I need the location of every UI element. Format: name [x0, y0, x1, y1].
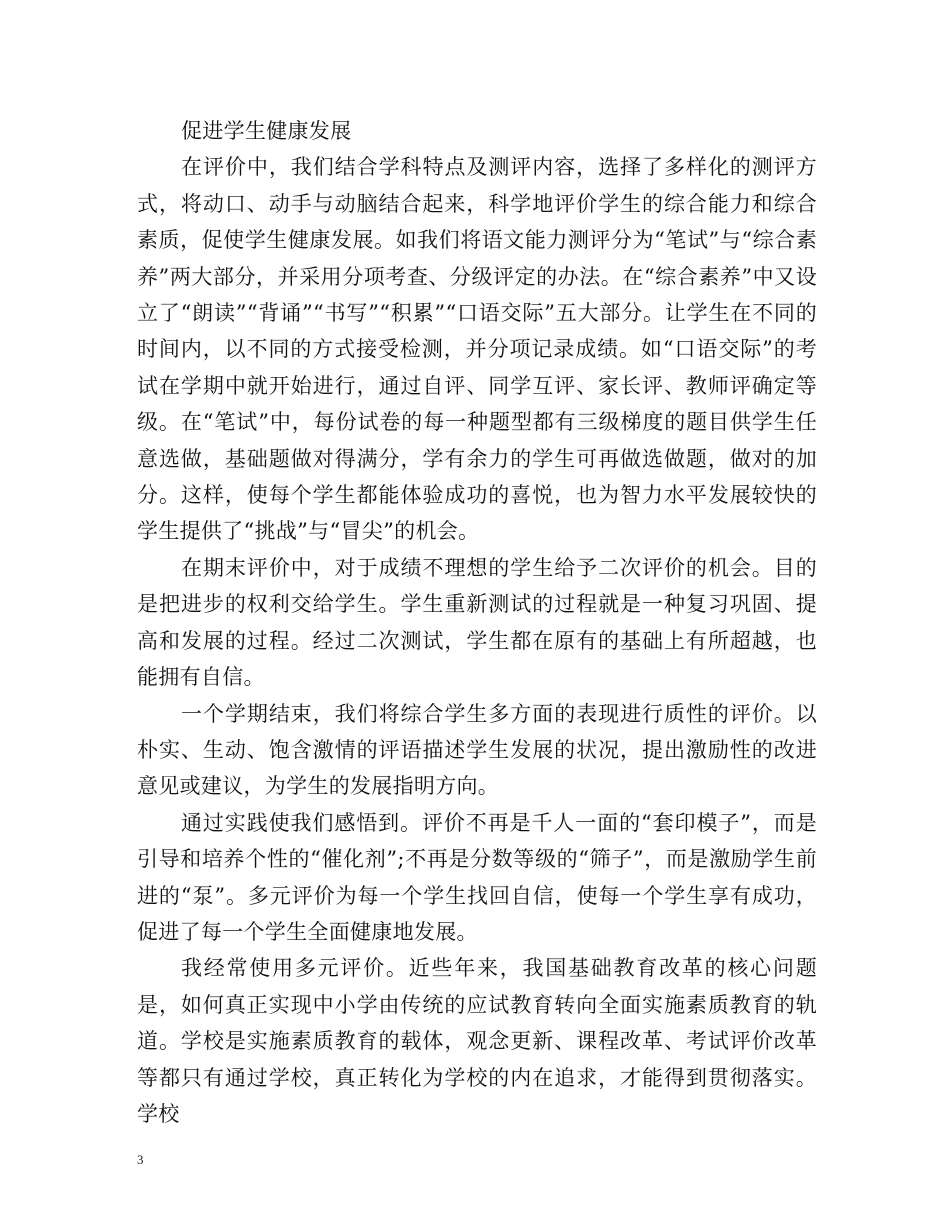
paragraph: 在期末评价中，对于成绩不理想的学生给予二次评价的机会。目的是把进步的权利交给学生。学生重新测试的过程就是一种复习巩固、提高和发展的过程。经过二次测试，学生都在原有的基础上有所超越，也能拥有自信。: [137, 555, 817, 690]
paragraph: 在评价中，我们结合学科特点及测评内容，选择了多样化的测评方式，将动口、动手与动脑结合起来，科学地评价学生的综合能力和综合素质，促使学生健康发展。如我们将语文能力测评分为“笔试”与“综合素养”两大部分，并采用分项考查、分级评定的办法。在“综合素养”中又设立了“朗读”“背诵”“书写”“积累”“口语交际”五大部分。让学生在不同的时间内，以不同的方式接受检测，并分项记录成绩。如“口语交际”的考试在学期中就开始进行，通过自评、同学互评、家长评、教师评确定等级。在“笔试”中，每份试卷的每一种题型都有三级梯度的题目供学生任意选做，基础题做对得满分，学有余力的学生可再做选做题，做对的加分。这样，使每个学生都能体验成功的喜悦，也为智力水平发展较快的学生提供了“挑战”与“冒尖”的机会。: [137, 155, 817, 544]
paragraph: 通过实践使我们感悟到。评价不再是千人一面的“套印模子”，而是引导和培养个性的“催化剂”;不再是分数等级的“筛子”，而是激励学生前进的“泵”。多元评价为每一个学生找回自信，使每一个学生享有成功，促进了每一个学生全面健康地发展。: [137, 810, 817, 944]
body-text: [137, 113, 817, 1132]
paragraph: 一个学期结束，我们将综合学生多方面的表现进行质性的评价。以朴实、生动、饱含激情的评语描述学生发展的状况，提出激励性的改进意见或建议，为学生的发展指明方向。: [137, 701, 817, 799]
page-number: 3: [137, 1152, 144, 1167]
paragraph: 我经常使用多元评价。近些年来，我国基础教育改革的核心问题是，如何真正实现中小学由传统的应试教育转向全面实施素质教育的轨道。学校是实施素质教育的载体，观念更新、课程改革、考试评价改革等都只有通过学校，真正转化为学校的内在追求，才能得到贯彻落实。学校: [137, 956, 817, 1126]
paragraph-heading: 促进学生健康发展: [181, 119, 352, 143]
